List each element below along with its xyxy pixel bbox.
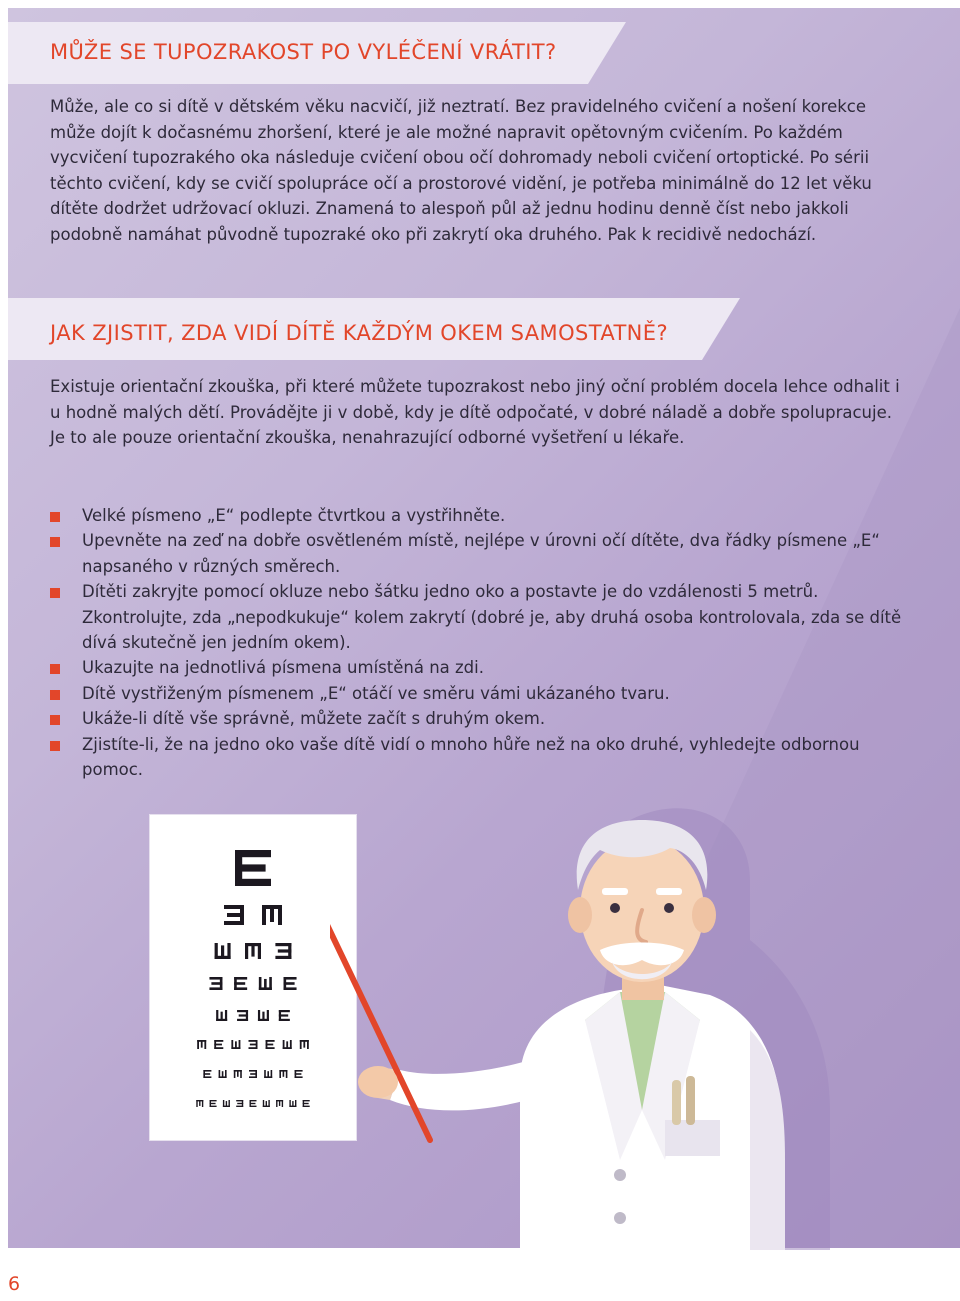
- tumbling-e-letter: [216, 1010, 227, 1021]
- list-item: Ukazujte na jednotlivá písmena umístěná na zdi.: [50, 655, 910, 680]
- eye-chart-graphic: [150, 815, 356, 1140]
- section-heading-2: JAK ZJISTIT, ZDA VIDÍ DÍTĚ KAŽDÝM OKEM SAMOSTATNĚ?: [50, 321, 669, 345]
- tumbling-e-letter: [295, 1070, 303, 1078]
- list-item: Ukáže-li dítě vše správně, můžete začít s druhým okem.: [50, 706, 910, 731]
- tumbling-e-letter: [300, 1040, 309, 1049]
- bullet-square-icon: [50, 537, 60, 547]
- tumbling-e-letter: [289, 1100, 296, 1107]
- tumbling-e-letter: [249, 1040, 258, 1049]
- list-item: Dítěti zakryjte pomocí okluze nebo šátku jedno oko a postavte je do vzdálenosti 5 metrů. Zkontrolujte, zda „nepodkukuje“ kolem zakrytí (dobré je, aby druhá osoba kontrolovala, zda se dítě dívá skutečně jen jedním okem).: [50, 579, 910, 655]
- tumbling-e-letter: [237, 1010, 248, 1021]
- tumbling-e-letter: [209, 977, 222, 990]
- doctor-illustration: [330, 780, 850, 1250]
- list-item: Velké písmeno „E“ podlepte čtvrtkou a vystřihněte.: [50, 503, 910, 528]
- tumbling-e-letter: [276, 1100, 283, 1107]
- tumbling-e-letter: [219, 1070, 227, 1078]
- tumbling-e-letter: [303, 1100, 310, 1107]
- bullet-square-icon: [50, 664, 60, 674]
- tumbling-e-letter: [214, 1040, 223, 1049]
- tumbling-e-letter: [234, 977, 247, 990]
- list-item: Upevněte na zeď na dobře osvětleném místě, nejlépe v úrovni očí dítěte, dva řádky písmene „E“ napsaného v různých směrech.: [50, 528, 910, 579]
- bullet-square-icon: [50, 715, 60, 725]
- section-paragraph-1: Může, ale co si dítě v dětském věku nacvičí, již neztratí. Bez pravidelného cvičení a nošení korekce může dojít k dočasnému zhoršení, které je ale možné napravit opětovným cvičením. Po každém vycvičení tupozrakého oka následuje cvičení obou očí dohromady neboli cvičení ortoptické. Po sérii těchto cvičení, kdy se cvičí spolupráce očí a prostorové vidění, je potřeba minimálně do 12 let věku dítěte dodržet udržovací okluzi. Znamená to alespoň půl až jednu hodinu denně číst nebo jakkoli podobně namáhat původně tupozraké oko při zakrytí oka druhého. Pak k recidivě nedochází.: [50, 97, 872, 244]
- tumbling-e-letter: [235, 850, 271, 886]
- tumbling-e-letter: [250, 1100, 257, 1107]
- tumbling-e-letter: [263, 1100, 270, 1107]
- tumbling-e-letter: [234, 1070, 242, 1078]
- tumbling-e-letter: [279, 1010, 290, 1021]
- tumbling-e-letter: [258, 1010, 269, 1021]
- tumbling-e-letter: [215, 943, 231, 959]
- tumbling-e-letter: [279, 1070, 287, 1078]
- page-number: 6: [8, 1273, 21, 1295]
- tumbling-e-letter: [262, 905, 282, 925]
- list-item: Zjistíte-li, že na jedno oko vaše dítě vidí o mnoho hůře než na oko druhé, vyhledejte odbornou pomoc.: [50, 732, 910, 783]
- tumbling-e-letter: [197, 1040, 206, 1049]
- tumbling-e-letter: [249, 1070, 257, 1078]
- tumbling-e-letter: [259, 977, 272, 990]
- tumbling-e-letter: [284, 977, 297, 990]
- bullet-square-icon: [50, 690, 60, 700]
- tumbling-e-letter: [283, 1040, 292, 1049]
- tumbling-e-letter: [264, 1070, 272, 1078]
- tumbling-e-letter: [223, 1100, 230, 1107]
- tumbling-e-letter: [203, 1070, 211, 1078]
- tumbling-e-letter: [196, 1100, 203, 1107]
- section-heading-1: MŮŽE SE TUPOZRAKOST PO VYLÉČENÍ VRÁTIT?: [50, 40, 557, 64]
- tumbling-e-letter: [275, 943, 291, 959]
- tumbling-e-letter: [266, 1040, 275, 1049]
- section-paragraph-2: Existuje orientační zkouška, při které můžete tupozrakost nebo jiný oční problém docela lehce odhalit i u hodně malých dětí. Provádějte ji v době, kdy je dítě odpočaté, v dobré náladě a dobře spolupracuje. Je to ale pouze orientační zkouška, nenahrazující odborné vyšetření u lékaře.: [50, 377, 900, 448]
- bullet-square-icon: [50, 741, 60, 751]
- tumbling-e-letter: [245, 943, 261, 959]
- tumbling-e-letter: [231, 1040, 240, 1049]
- bullet-square-icon: [50, 512, 60, 522]
- tumbling-e-letter: [210, 1100, 217, 1107]
- eye-chart: [150, 815, 356, 1140]
- list-item: Dítě vystřiženým písmenem „E“ otáčí ve směru vámi ukázaného tvaru.: [50, 681, 910, 706]
- bullet-square-icon: [50, 588, 60, 598]
- tumbling-e-letter: [236, 1100, 243, 1107]
- tumbling-e-letter: [224, 905, 244, 925]
- instruction-list: [50, 503, 910, 782]
